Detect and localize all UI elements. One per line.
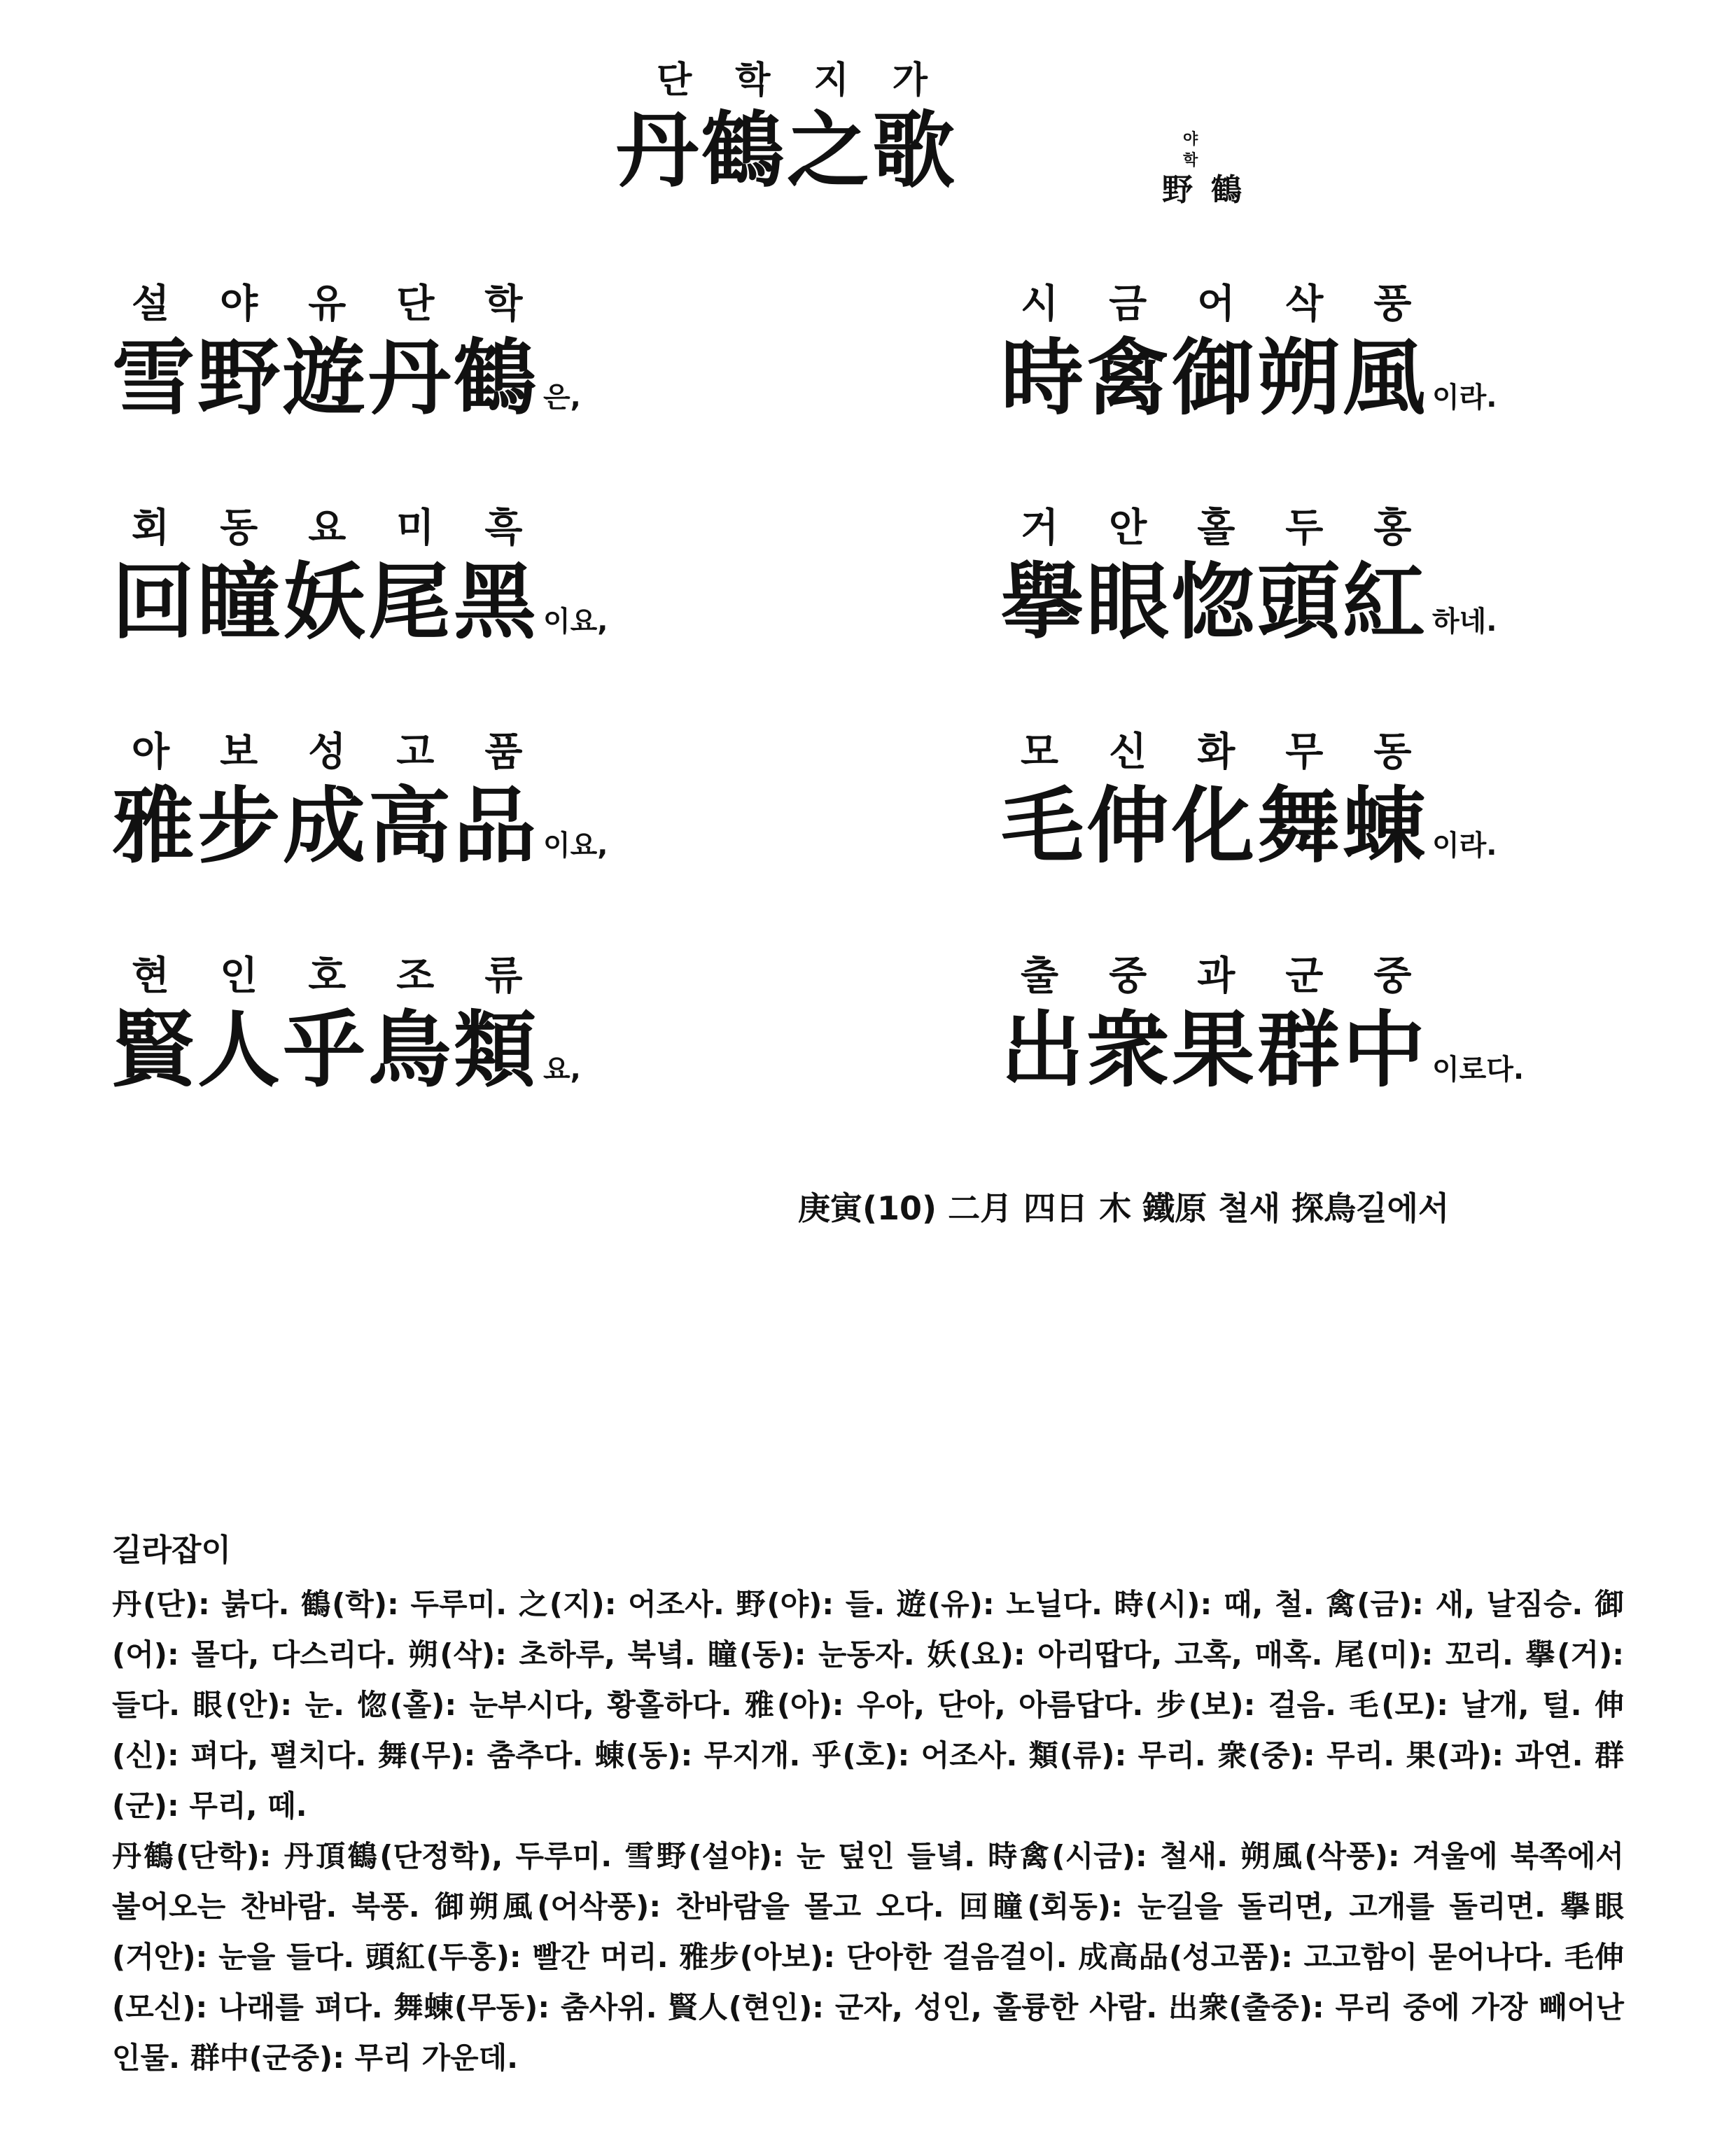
verse-hanja: 擧眼惚頭紅 (1001, 553, 1429, 650)
verse-hanja: 回瞳妖尾黑 (112, 553, 540, 650)
verse-ending: 요, (543, 1054, 581, 1086)
verse-ending: 이로다. (1432, 1054, 1525, 1086)
verse-ending: 은, (543, 382, 581, 414)
verse-reading: 출중과군중 (1021, 953, 1462, 999)
verse-ending: 이라. (1432, 830, 1497, 862)
verse-ending: 이라. (1432, 382, 1497, 414)
author-reading: 야 학 (1183, 131, 1243, 169)
glossary-paragraph: 丹鶴(단학): 丹頂鶴(단정학), 두루미. 雪野(설야): 눈 덮인 들녘. 時禽(시금): 철새. 朔風(삭풍): 겨울에 북쪽에서 불어오는 찬바람. 북풍. 御朔風(어삭풍): 찬바람을 몰고 오다. 回瞳(회동): 눈길을 돌리면, 고개를 돌리면. 擧眼(거안): 눈을 들다. 頭紅(두홍): 빨간 머리. 雅步(아보): 단아한 걸음걸이. 成高品(성고품): 고고함이 묻어나다. 毛伸(모신): 나래를 펴다. 舞蝀(무동): 춤사위. 賢人(현인): 군자, 성인, 훌륭한 사람. 出衆(출중): 무리 중에 가장 빼어난 인물. 群中(군중): 무리 가운데. (112, 1839, 1624, 2075)
verse-hanja: 出衆果群中 (1001, 1001, 1429, 1098)
glossary-paragraph: 丹(단): 붉다. 鶴(학): 두루미. 之(지): 어조사. 野(야): 들. 遊(유): 노닐다. 時(시): 때, 철. 禽(금): 새, 날짐승. 御(어): 몰다, 다스리다. 朔(삭): 초하루, 북녘. 瞳(동): 눈동자. 妖(요): 아리땁다, 고혹, 매혹. 尾(미): 꼬리. 擧(거): 들다. 眼(안): 눈. 惚(홀): 눈부시다, 황홀하다. 雅(아): 우아, 단아, 아름답다. 步(보): 걸음. 毛(모): 날개, 털. 伸(신): 펴다, 펼치다. 舞(무): 춤추다. 蝀(동): 무지개. 乎(호): 어조사. 類(류): 무리. 衆(중): 무리. 果(과): 과연. 群(군): 무리, 떼. (112, 1587, 1624, 1823)
verse-hanja: 雅步成高品 (112, 777, 540, 874)
verse-left-3 (112, 728, 812, 900)
glossary (112, 1525, 1624, 2083)
verse-reading: 회동요미흑 (132, 505, 573, 551)
verse-reading: 거안홀두홍 (1021, 505, 1462, 551)
verse-reading: 시금어삭풍 (1021, 281, 1462, 327)
verse-reading: 아보성고품 (132, 729, 573, 775)
verse-hanja: 賢人乎鳥類 (112, 1001, 540, 1098)
verse-right-3 (1001, 728, 1701, 900)
verse-right-2 (1001, 504, 1701, 676)
verse-left-4 (112, 952, 812, 1124)
title-block (616, 56, 1036, 199)
verse-ending: 이요, (543, 606, 608, 638)
verse-hanja: 毛伸化舞蝀 (1001, 777, 1429, 874)
verse-left-2 (112, 504, 812, 676)
verse-hanja: 時禽御朔風 (1001, 329, 1429, 426)
title-reading: 단학지가 (657, 60, 971, 102)
glossary-title: 길라잡이 (112, 1532, 232, 1568)
page-title: 丹鶴之歌 (616, 102, 958, 199)
verse-left-1 (112, 280, 812, 452)
verse-ending: 이요, (543, 830, 608, 862)
verse-hanja: 雪野遊丹鶴 (112, 329, 540, 426)
verse-reading: 현인호조류 (132, 953, 573, 999)
verse-reading: 모신화무동 (1021, 729, 1462, 775)
author-name: 野鶴 (1162, 172, 1260, 208)
author-block (1162, 130, 1330, 209)
verse-right-4 (1001, 952, 1701, 1124)
dateline: 庚寅(10) 二月 四日 木 鐵原 철새 探鳥길에서 (798, 1189, 1450, 1227)
verse-ending: 하네. (1432, 606, 1497, 638)
verse-right-1 (1001, 280, 1701, 452)
verse-reading: 설야유단학 (132, 281, 573, 327)
